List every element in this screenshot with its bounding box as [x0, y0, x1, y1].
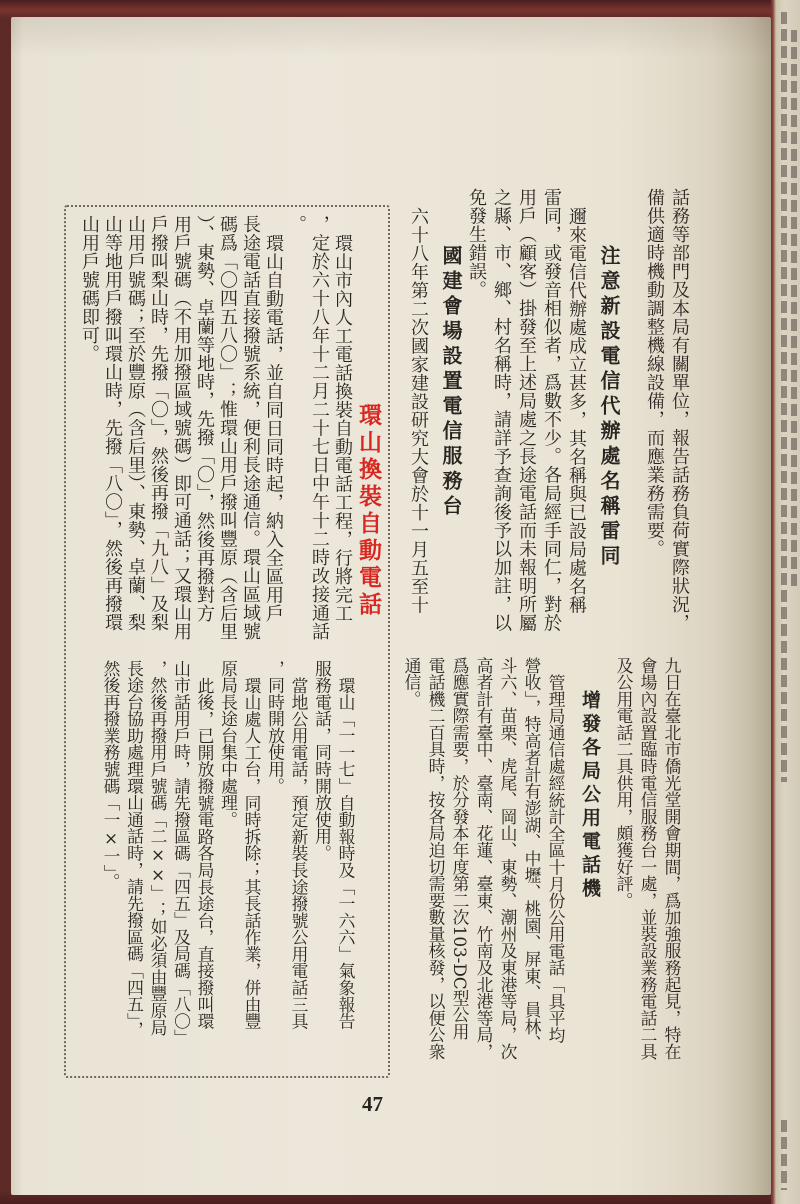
text-column: 此後，已開放撥號電路各局長途台，直接撥叫環: [195, 677, 215, 1030]
box-title: 環山換裝自動電話: [355, 403, 382, 619]
text-column: 服務電話，同時開放使用。: [312, 660, 333, 862]
text-column: 會場內設置臨時電信服務台一處，並裝設業務電話二具: [638, 657, 658, 1060]
text-column: 環山處人工台，同時拆除；其長話作業，併由豐: [242, 677, 262, 1030]
paragraph: [310, 660, 357, 1065]
text-column: 環山自動電話，並自同日同時起，納入全區用戶: [263, 233, 284, 622]
text-column: 。: [286, 215, 307, 234]
text-column: 用戶號碼（不用加撥區域號碼）即可通話；又環山用: [171, 215, 192, 641]
text-column: 戶撥叫梨山時，先撥「〇」，然後再撥「九八」及梨: [148, 215, 169, 632]
next-page-text-marks: [791, 30, 797, 590]
article-heading: 增發各局公用電話機: [579, 690, 601, 902]
text-column: 及公用電話二具供用，頗獲好評。: [614, 657, 634, 909]
paragraph: [285, 215, 354, 655]
text-column: 用戶（顧客）掛發至上述局處之長途電話而未報明所屬: [516, 188, 537, 632]
text-column: 原局長途台集中處理。: [218, 660, 239, 828]
text-column: ，同時開放使用。: [265, 660, 286, 795]
page-number: 47: [362, 1092, 383, 1116]
text-column: 六十八年第二次國家建設研究大會於十一月五至十: [408, 206, 429, 614]
text-column: 當地公用電話，預定新裝長途撥號公用電話三具: [289, 677, 309, 1030]
text-column: 山市話用戶時，請先撥區碼「四五」及局碼「八〇」: [171, 660, 192, 1047]
text-column: ，定於六十八年十二月二十七日中午十二時改接通話: [309, 215, 330, 641]
next-page-text-marks: [781, 12, 787, 782]
text-column: 山用戶號碼即可。: [79, 215, 100, 363]
next-page-edge: [771, 0, 800, 1204]
paragraph: [99, 660, 217, 1065]
text-column: 爲應實際需要，於分發本年度第二次103-DC型公用: [450, 657, 470, 1041]
text-column: 營收」，特高者計有澎湖、中壢、桃園、屏東、員林、: [522, 657, 542, 1052]
text-column: 九日在臺北市僑光堂開會期間，爲加強服務起見，特在: [662, 657, 682, 1060]
main-upper-band: [406, 188, 692, 658]
text-column: 免發生錯誤。: [466, 188, 487, 299]
paragraph: [612, 657, 684, 1077]
paragraph: [642, 188, 692, 658]
text-column: 山等地用戶撥叫環山時，先撥「八〇」，然後再撥環: [102, 215, 123, 632]
text-column: ，然後再撥用戶號碼「二××」；如必須由豐原局: [148, 660, 168, 1036]
text-column: 環山「一一七」自動報時及「一六六」氣象報告: [336, 677, 356, 1030]
paragraph: [464, 188, 589, 658]
article-heading: 注意新設電信代辦處名稱雷同: [597, 245, 621, 570]
text-column: 邇來電信代辦處成立甚多，其名稱與已設局處名稱: [566, 206, 587, 614]
paragraph: [406, 188, 431, 658]
text-column: 然後再撥業務號碼「一×一」。: [101, 660, 121, 890]
text-column: 長途台協助處理環山通話時，請先撥區碼「四五」，: [124, 660, 145, 1038]
article-box-lower: [99, 660, 358, 1065]
text-column: 通信。: [402, 657, 422, 708]
main-lower-band: [400, 657, 684, 1077]
article-heading: 國建會場設置電信服務台: [439, 245, 463, 520]
text-column: 碼爲「〇四五八〇」；惟環山用戶撥叫豐原（含后里: [217, 215, 238, 641]
text-column: 高者計有臺中、臺南、花蓮、臺東、竹南及北港等局，: [474, 657, 494, 1060]
text-column: 管理局通信處經統計全區十月份公用電話「具平均: [546, 674, 566, 1044]
text-column: 環山市內人工電話換裝自動電話工程，行將完工: [332, 233, 353, 622]
next-page-text-marks: [781, 1120, 787, 1190]
text-column: ）、東勢、卓蘭等地時，先撥「〇」，然後再撥對方: [194, 215, 215, 623]
text-column: 長途電話直接撥號系統，便利長途通信。環山區域號: [240, 215, 261, 641]
text-column: 雷同，或發音相似者，爲數不少。各局經手同仁，對於: [541, 188, 562, 632]
paragraph: [216, 660, 263, 1065]
text-column: 電話機二百具時，按各局迫切需要數量核發，以便公衆: [426, 657, 446, 1060]
paragraph: [78, 215, 285, 655]
text-column: 之縣、市、鄉、村名稱時，請詳予查詢後予以加註，以: [491, 188, 512, 632]
text-column: 話務等部門及本局有關單位，報告話務負荷實際狀況，: [669, 188, 690, 632]
text-column: 斗六、苗栗、虎尾、岡山、東勢、潮州及東港等局，次: [498, 657, 518, 1060]
paragraph: [263, 660, 310, 1065]
article-box-upper: [78, 215, 382, 655]
paragraph: [400, 657, 568, 1077]
text-column: 山用戶號碼；至於豐原（含后里）、東勢、卓蘭、梨: [125, 215, 146, 632]
text-column: 備供適時機動調整機線設備，而應業務需要。: [644, 188, 665, 558]
